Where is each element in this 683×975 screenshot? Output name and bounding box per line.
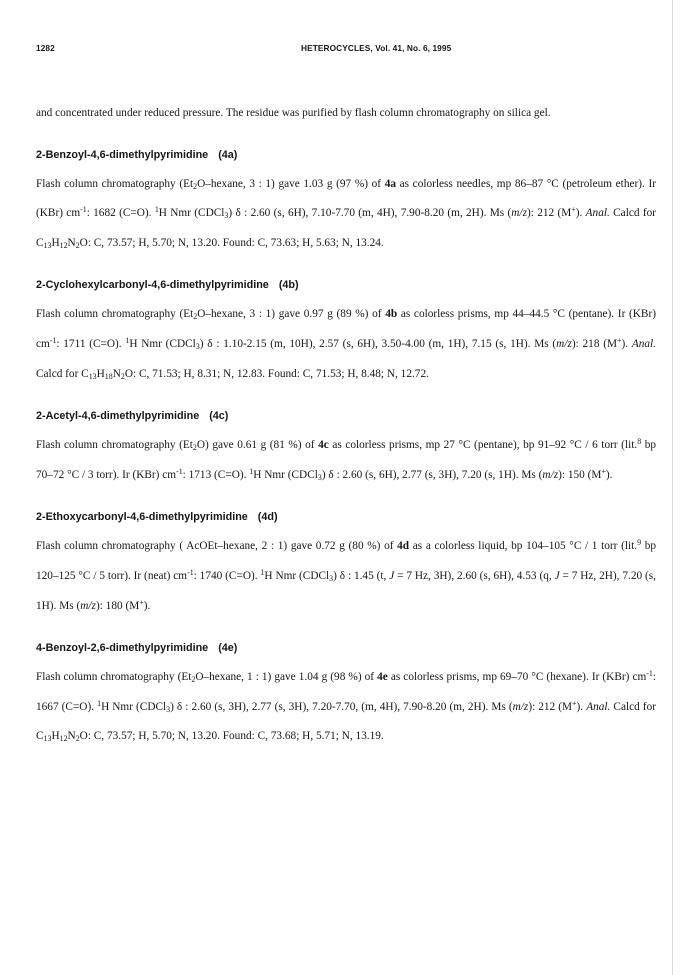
text: Flash column chromatography (Et	[36, 177, 194, 190]
subscript: 3	[166, 704, 171, 714]
compound-ref: 4a	[384, 177, 396, 190]
compound-description	[36, 431, 656, 490]
text: ).	[621, 337, 632, 350]
compound-4e	[36, 633, 656, 752]
compound-description	[36, 663, 656, 752]
journal-citation: HETEROCYCLES, Vol. 41, No. 6, 1995	[301, 43, 452, 53]
text: O–hexane, 3 : 1) gave 0.97 g (89 %) of	[197, 308, 386, 321]
text: as colorless prisms, mp 69–70 °C (hexane). Ir (KBr) cm	[387, 671, 647, 684]
text: O: C, 73.57; H, 5.70; N, 13.20. Found: C, 73.63; H, 5.63; N, 13.24.	[79, 236, 384, 249]
compound-heading	[36, 502, 656, 532]
subscript: 2	[192, 443, 197, 453]
text: ).	[605, 468, 613, 481]
text: ).	[143, 599, 151, 612]
compound-label: (4d)	[257, 511, 278, 524]
reference-superscript: 9	[637, 538, 642, 548]
superscript: -1	[80, 205, 87, 215]
italic-text: m/z	[511, 207, 527, 220]
italic-text: m/z	[80, 599, 96, 612]
text: : 1682 (C=O).	[86, 207, 155, 220]
text: Flash column chromatography (Et	[36, 671, 192, 684]
article-body	[36, 99, 656, 764]
text: ): 150 (M	[558, 468, 602, 481]
subscript: 2	[193, 181, 198, 191]
superscript: 1	[97, 698, 102, 708]
compound-4d	[36, 502, 656, 621]
text: : 1667 (C=O).	[36, 671, 656, 713]
subscript: 12	[59, 240, 68, 250]
text: ): 212 (M	[528, 700, 573, 713]
superscript: -1	[49, 335, 57, 345]
superscript: +	[601, 466, 606, 476]
superscript: 1	[154, 205, 159, 215]
subscript: 2	[120, 371, 125, 381]
page-number: 1282	[36, 43, 55, 53]
reference-superscript: 8	[637, 437, 642, 447]
text: O) gave 0.61 g (81 %) of	[196, 439, 319, 452]
running-head	[36, 43, 636, 57]
text: ) δ : 1.45 (t,	[333, 569, 390, 582]
superscript: -1	[646, 669, 653, 679]
compound-4a	[36, 140, 656, 259]
subscript: 3	[195, 341, 200, 351]
text: as colorless needles, mp 86–87 °C (petroleum ether). Ir (KBr) cm	[36, 177, 656, 220]
intro-paragraph: and concentrated under reduced pressure. The residue was purified by flash column chromatography on silica gel.	[36, 107, 551, 119]
compound-heading	[36, 140, 656, 170]
text: Calcd for C	[36, 700, 656, 743]
compound-description	[36, 532, 656, 621]
compound-label: (4c)	[209, 410, 229, 423]
text: H Nmr (CDCl	[101, 700, 167, 713]
subscript: 13	[88, 371, 97, 381]
text: H Nmr (CDCl	[253, 468, 318, 481]
compound-heading	[36, 633, 656, 663]
text: H	[51, 236, 60, 249]
text: H Nmr (CDCl	[129, 337, 196, 350]
text: N	[67, 730, 76, 743]
text: : 1713 (C=O).	[182, 468, 250, 481]
text: = 7 Hz, 3H), 2.60 (s, 6H), 4.53 (q,	[394, 569, 555, 582]
text: H Nmr (CDCl	[158, 207, 225, 220]
text: ) δ : 2.60 (s, 6H), 2.77 (s, 3H), 7.20 (s, 1H). Ms (	[321, 468, 543, 481]
text: ).	[575, 207, 586, 220]
text: N	[67, 236, 76, 249]
text: O–hexane, 1 : 1) gave 1.04 g (98 %) of	[195, 671, 378, 684]
compound-title: 2-Cyclohexylcarbonyl-4,6-dimethylpyrimidine	[36, 279, 269, 292]
text: ) δ : 2.60 (s, 6H), 7.10-7.70 (m, 4H), 7.90-8.20 (m, 2H). Ms (	[228, 207, 512, 220]
subscript: 13	[43, 240, 52, 250]
superscript: +	[139, 597, 144, 607]
compound-label: (4b)	[278, 279, 299, 292]
text: Flash column chromatography (Et	[36, 439, 193, 452]
italic-text: m/z	[542, 468, 559, 481]
subscript: 3	[317, 472, 322, 482]
compound-heading	[36, 401, 656, 431]
italic-text: m/z	[512, 700, 529, 713]
text: H Nmr (CDCl	[264, 569, 330, 582]
superscript: +	[617, 335, 622, 345]
text: ): 212 (M	[526, 207, 572, 220]
compound-ref: 4e	[377, 671, 388, 684]
compound-ref: 4b	[385, 308, 398, 321]
superscript: +	[572, 698, 577, 708]
superscript: 1	[125, 335, 130, 345]
compound-4b	[36, 270, 656, 389]
text: : 1740 (C=O).	[193, 569, 261, 582]
text: as colorless prisms, mp 27 °C (pentane), bp 91–92 °C / 6 torr (lit.	[328, 439, 638, 452]
compound-description	[36, 170, 656, 259]
text: bp 70–72 °C / 3 torr). Ir (KBr) cm	[36, 439, 657, 481]
compound-ref: 4d	[397, 540, 410, 553]
page-edge-line	[672, 0, 673, 975]
italic-text: J	[554, 569, 560, 582]
compound-4c	[36, 401, 656, 490]
text: ) δ : 1.10-2.15 (m, 10H), 2.57 (s, 6H), 3.50-4.00 (m, 1H), 7.15 (s, 1H). Ms (	[199, 337, 557, 350]
superscript: -1	[176, 466, 183, 476]
text: ): 180 (M	[95, 599, 140, 612]
text: bp 120–125 °C / 5 torr). Ir (neat) cm	[36, 540, 656, 582]
superscript: -1	[187, 567, 194, 577]
subscript: 2	[75, 734, 80, 744]
compound-ref: 4c	[318, 439, 329, 452]
text: H	[51, 730, 60, 743]
italic-text: J	[389, 569, 395, 582]
italic-text: m/z	[556, 337, 572, 350]
text: as a colorless liquid, bp 104–105 °C / 1 torr (lit.	[409, 540, 638, 553]
compound-title: 2-Ethoxycarbonyl-4,6-dimethylpyrimidine	[36, 511, 248, 524]
text: = 7 Hz, 2H), 7.20 (s, 1H). Ms (	[36, 569, 656, 612]
subscript: 2	[191, 675, 196, 685]
subscript: 18	[104, 371, 113, 381]
text: as colorless prisms, mp 44–44.5 °C (pentane). Ir (KBr) cm	[36, 308, 656, 350]
compound-label: (4a)	[218, 148, 238, 161]
text: H	[96, 367, 105, 380]
italic-text: Anal.	[631, 337, 656, 350]
text: ).	[576, 700, 587, 713]
text: ): 218 (M	[571, 337, 618, 350]
subscript: 2	[193, 312, 198, 322]
superscript: +	[571, 205, 576, 215]
subscript: 12	[59, 734, 68, 744]
compound-heading	[36, 270, 656, 300]
text: ) δ : 2.60 (s, 3H), 2.77 (s, 3H), 7.20-7.70, (m, 4H), 7.90-8.20 (m, 2H). Ms (	[170, 700, 513, 713]
compound-title: 4-Benzoyl-2,6-dimethylpyrimidine	[36, 642, 209, 655]
text: O: C, 73.57; H, 5.70; N, 13.20. Found: C, 73.68; H, 5.71; N, 13.19.	[79, 730, 384, 743]
compound-description	[36, 300, 656, 389]
italic-text: Anal.	[585, 207, 610, 220]
superscript: 1	[260, 567, 265, 577]
text: O: C, 71.53; H, 8.31; N, 12.83. Found: C, 71.53; H, 8.48; N, 12.72.	[124, 367, 429, 380]
superscript: 1	[249, 466, 254, 476]
text: Flash column chromatography ( AcOEt–hexane, 2 : 1) gave 0.72 g (80 %) of	[36, 540, 398, 553]
text: Calcd for C	[36, 207, 656, 249]
text: Calcd for C	[36, 367, 89, 380]
text: N	[112, 367, 121, 380]
compound-title: 2-Benzoyl-4,6-dimethylpyrimidine	[36, 148, 209, 161]
italic-text: Anal.	[586, 700, 611, 713]
compound-title: 2-Acetyl-4,6-dimethylpyrimidine	[36, 410, 200, 423]
text: O–hexane, 3 : 1) gave 1.03 g (97 %) of	[197, 177, 385, 190]
subscript: 3	[224, 211, 229, 221]
subscript: 3	[329, 573, 334, 583]
subscript: 13	[43, 734, 52, 744]
text: : 1711 (C=O).	[56, 337, 126, 350]
subscript: 2	[75, 240, 80, 250]
text: Flash column chromatography (Et	[36, 308, 194, 321]
compound-label: (4e)	[218, 642, 238, 655]
